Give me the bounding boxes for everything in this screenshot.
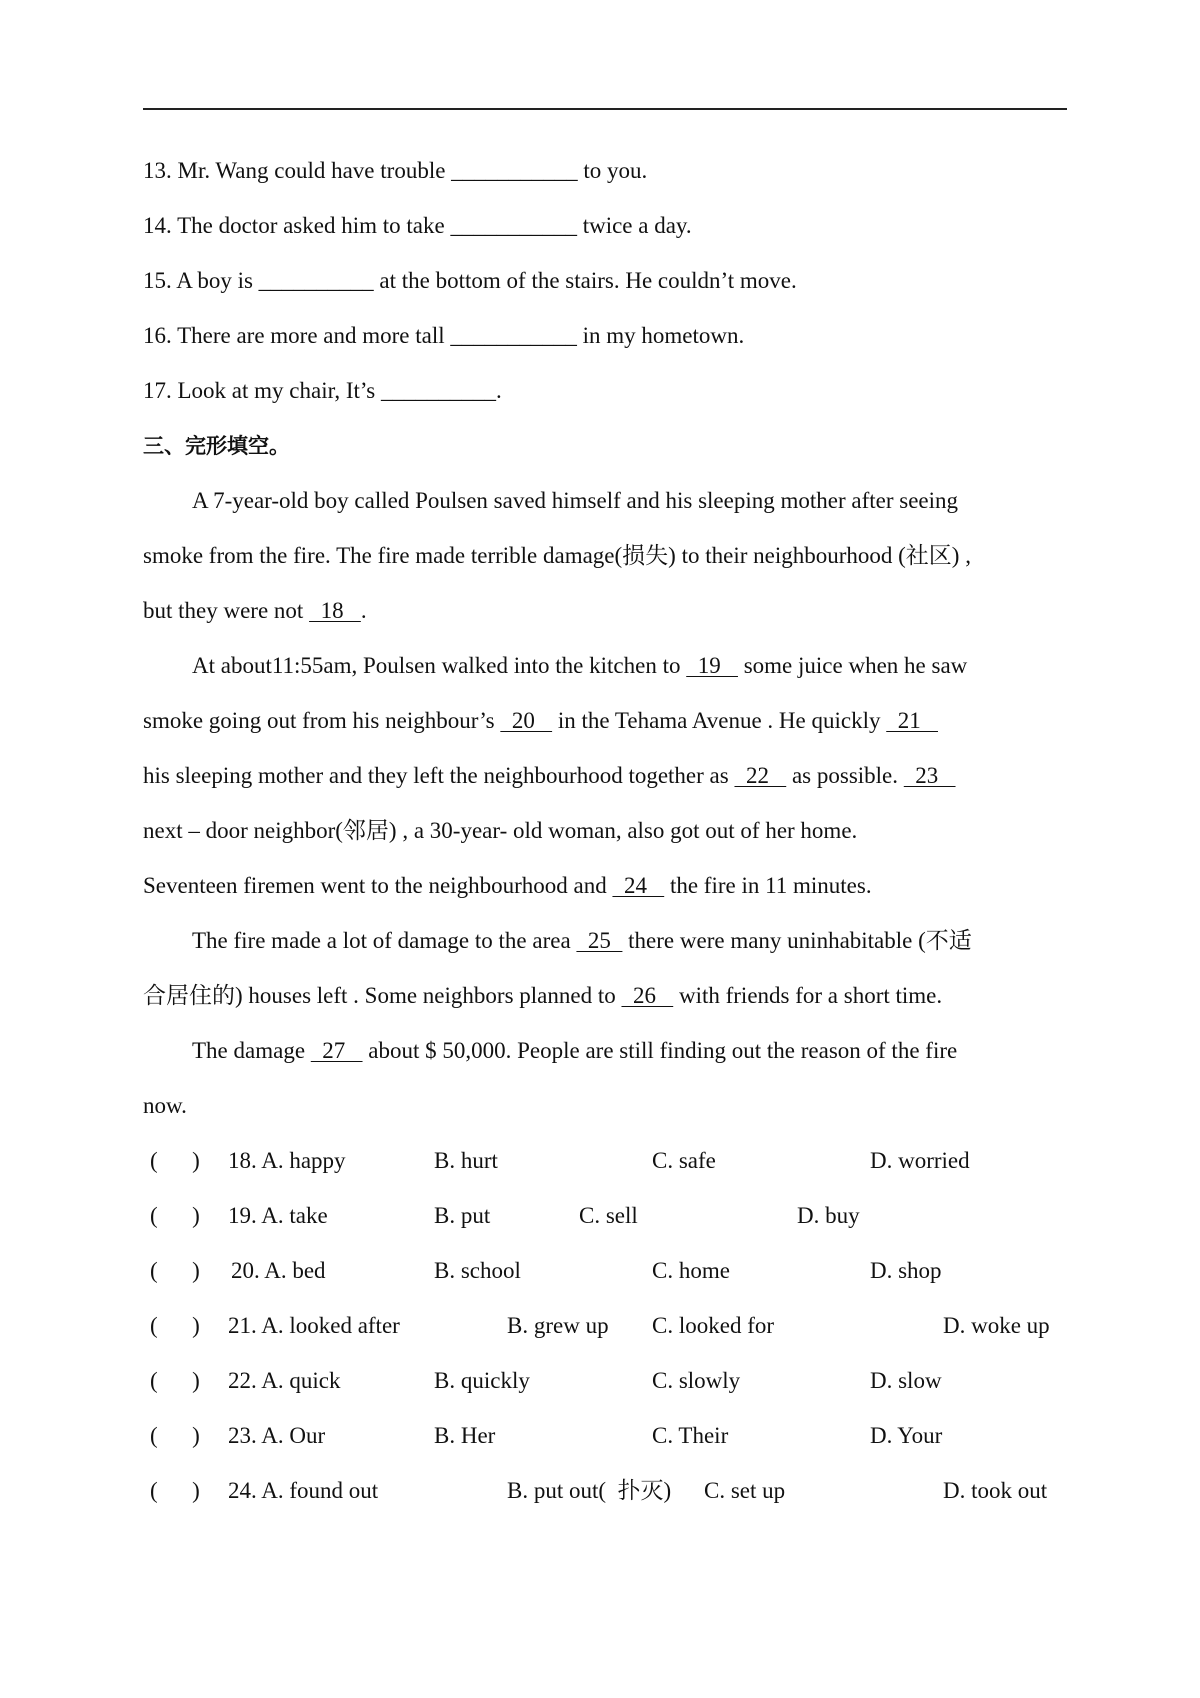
option-d: D. took out [943,1478,1048,1503]
blank-24[interactable]: 24 [612,873,665,898]
passage-line: The fire made a lot of damage to the area 25 there were many uninhabitable (不适 [192,928,972,953]
option-a: 22. A. quick [228,1368,341,1393]
option-a: 24. A. found out [228,1478,379,1503]
option-d: D. Your [870,1423,943,1448]
passage-line: smoke from the fire. The fire made terrible damage(损失) to their neighbourhood (社区) , [143,543,971,568]
option-a: 19. A. take [228,1203,328,1228]
option-c: C. looked for [652,1313,775,1338]
passage-line: At about11:55am, Poulsen walked into the kitchen to 19 some juice when he saw [192,653,968,678]
answer-blank[interactable]: __________ [380,378,496,403]
option-c: C. safe [652,1148,716,1173]
question-13: 13. Mr. Wang could have trouble ___________ to you. [143,158,648,183]
question-15: 15. A boy is __________ at the bottom of the stairs. He couldn’t move. [143,268,797,293]
option-b: B. put [434,1203,491,1228]
option-b: B. grew up [507,1313,609,1338]
question-16: 16. There are more and more tall ___________ in my hometown. [143,323,745,348]
passage-line: his sleeping mother and they left the neighbourhood together as 22 as possible. 23 [143,763,956,788]
answer-blank[interactable]: ___________ [450,213,577,238]
answer-paren[interactable]: ( ) [150,1368,200,1393]
passage-line: A 7-year-old boy called Poulsen saved himself and his sleeping mother after seeing [192,488,958,513]
passage-line: next – door neighbor(邻居) , a 30-year- old woman, also got out of her home. [143,818,858,843]
section-heading: 三、完形填空。 [143,434,290,458]
option-b: B. quickly [434,1368,530,1393]
answer-paren[interactable]: ( ) [150,1203,200,1228]
blank-27[interactable]: 27 [310,1038,363,1063]
passage-line: smoke going out from his neighbour’s 20 in the Tehama Avenue . He quickly 21 [143,708,938,733]
option-b: B. put out( 扑灭) [507,1478,672,1503]
option-c: C. home [652,1258,730,1283]
option-d: D. worried [870,1148,970,1173]
option-a: 23. A. Our [228,1423,326,1448]
blank-18[interactable]: 18 [309,598,361,623]
answer-paren[interactable]: ( ) [150,1258,200,1283]
answer-blank[interactable]: ___________ [450,323,577,348]
passage-line: 合居住的) houses left . Some neighbors planned to 26 with friends for a short time. [143,983,943,1008]
answer-paren[interactable]: ( ) [150,1423,200,1448]
option-b: B. Her [434,1423,496,1448]
option-b: B. hurt [434,1148,498,1173]
option-b: B. school [434,1258,521,1283]
option-d: D. slow [870,1368,942,1393]
option-d: D. shop [870,1258,942,1283]
header-rule [143,108,1067,110]
passage-line: but they were not 18 . [143,598,367,623]
option-c: C. Their [652,1423,729,1448]
option-a: 20. A. bed [231,1258,326,1283]
blank-20[interactable]: 20 [500,708,553,733]
answer-paren[interactable]: ( ) [150,1478,200,1503]
blank-21[interactable]: 21 [886,708,938,733]
blank-22[interactable]: 22 [734,763,787,788]
passage-line: Seventeen firemen went to the neighbourhood and 24 the fire in 11 minutes. [143,873,872,898]
option-d: D. buy [797,1203,860,1228]
option-c: C. sell [579,1203,638,1228]
answer-paren[interactable]: ( ) [150,1313,200,1338]
passage-line: The damage 27 about $ 50,000. People are still finding out the reason of the fire [192,1038,958,1063]
blank-25[interactable]: 25 [576,928,623,953]
answer-blank[interactable]: __________ [258,268,374,293]
option-d: D. woke up [943,1313,1050,1338]
option-c: C. slowly [652,1368,741,1393]
option-a: 18. A. happy [228,1148,346,1173]
option-a: 21. A. looked after [228,1313,400,1338]
blank-23[interactable]: 23 [903,763,956,788]
blank-26[interactable]: 26 [621,983,674,1008]
passage-line: now. [143,1093,187,1118]
answer-blank[interactable]: ___________ [451,158,578,183]
question-14: 14. The doctor asked him to take ___________ twice a day. [143,213,692,238]
blank-19[interactable]: 19 [686,653,738,678]
answer-paren[interactable]: ( ) [150,1148,200,1173]
option-c: C. set up [704,1478,786,1503]
question-17: 17. Look at my chair, It’s __________. [143,378,502,403]
